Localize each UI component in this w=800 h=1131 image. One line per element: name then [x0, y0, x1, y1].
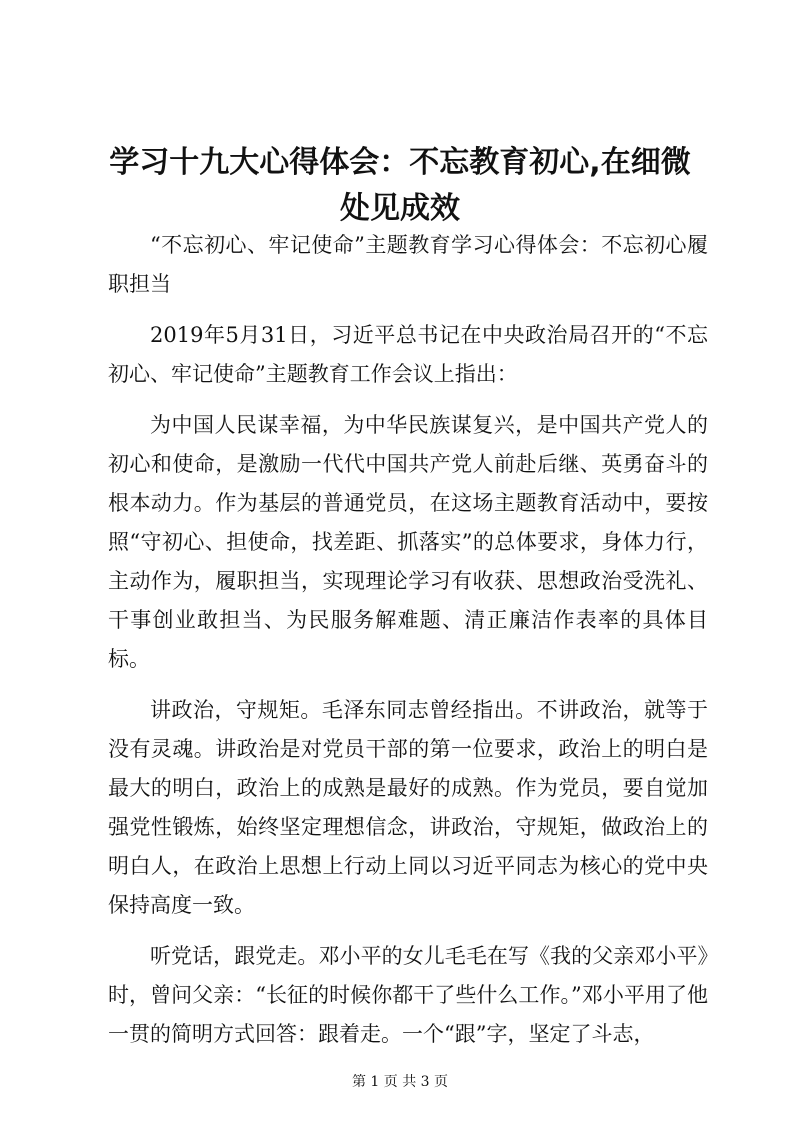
paragraph-4: 讲政治，守规矩。毛泽东同志曾经指出。不讲政治，就等于没有灵魂。讲政治是对党员干部的第一位要求，政治上的明白是最大的明白，政治上的成熟是最好的成熟。作为党员，要自觉加强党性锻炼，始终坚定理想信念，讲政治，守规矩，做政治上的明白人，在政治上思想上行动上同以习近平同志为核心的党中央保持高度一致。	[108, 698, 708, 917]
paragraph-2: 2019年5月31日，习近平总书记在中央政治局召开的“不忘初心、牢记使命”主题教育工作会议上指出：	[108, 323, 708, 386]
paragraph-5: 听党话，跟党走。邓小平的女儿毛毛在写《我的父亲邓小平》时，曾问父亲：“长征的时候你都干了些什么工作。”邓小平用了他一贯的简明方式回答：跟着走。一个“跟”字，坚定了斗志，	[108, 944, 708, 1046]
document-title	[100, 140, 700, 232]
title-line-1: 学习十九大心得体会：不忘教育初心,在细微	[109, 145, 691, 180]
page-number: 第 1 页 共 3 页	[351, 1074, 449, 1090]
paragraph-3: 为中国人民谋幸福，为中华民族谋复兴，是中国共产党人的初心和使命，是激励一代代中国共产党人前赴后继、英勇奋斗的根本动力。作为基层的普通党员，在这场主题教育活动中，要按照“守初心、担使命，找差距、抓落实”的总体要求，身体力行，主动作为，履职担当，实现理论学习有收获、思想政治受洗礼、干事创业敢担当、为民服务解难题、清正廉洁作表率的具体目标。	[108, 413, 708, 671]
document-body	[108, 226, 708, 1054]
paragraph-1: “不忘初心、牢记使命”主题教育学习心得体会：不忘初心履职担当	[108, 233, 708, 296]
title-line-2: 处见成效	[340, 191, 460, 226]
page-footer	[0, 1072, 800, 1092]
